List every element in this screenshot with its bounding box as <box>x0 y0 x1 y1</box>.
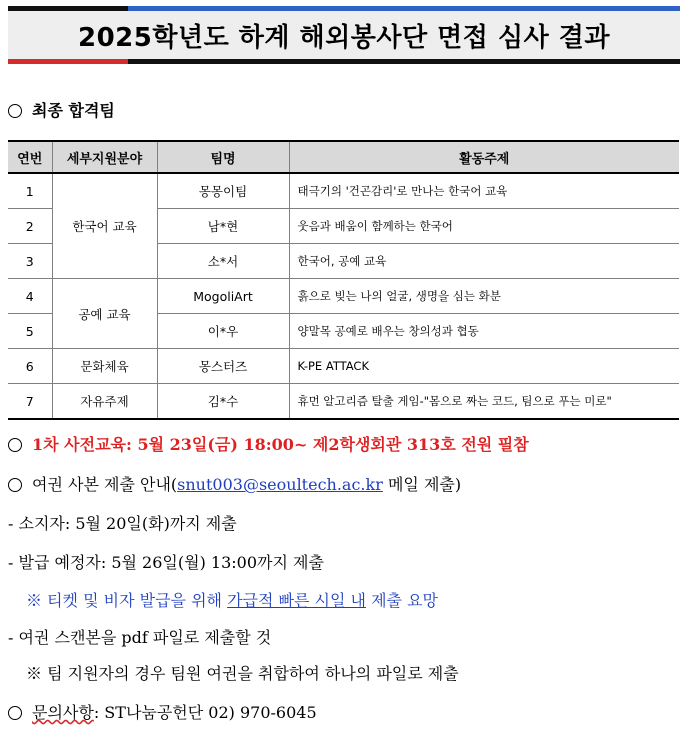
topic-cell: 양말목 공예로 배우는 창의성과 협동 <box>289 314 679 349</box>
row-number: 7 <box>8 384 52 420</box>
row-number: 5 <box>8 314 52 349</box>
row-number: 4 <box>8 279 52 314</box>
passport-suffix: 메일 제출) <box>382 475 462 494</box>
table-row <box>8 384 679 420</box>
team-cell: 소*서 <box>157 244 289 279</box>
circle-bullet-icon <box>8 478 22 492</box>
topic-cell: K-PE ATTACK <box>289 349 679 384</box>
row-number: 1 <box>8 173 52 209</box>
pdf-line: - 여권 스캔본을 pdf 파일로 제출할 것 <box>8 628 272 647</box>
field-cell: 한국어 교육 <box>52 173 157 279</box>
holder-line: - 소지자: 5월 20일(화)까지 제출 <box>8 514 237 533</box>
topic-cell: 휴먼 알고리즘 탈출 게임-"몸으로 짜는 코드, 팀으로 푸는 미로" <box>289 384 679 420</box>
team-cell: 이*우 <box>157 314 289 349</box>
header-topic: 활동주제 <box>289 141 679 173</box>
topic-cell: 한국어, 공예 교육 <box>289 244 679 279</box>
row-number: 2 <box>8 209 52 244</box>
inquiry-line <box>8 700 317 723</box>
team-cell: 몽몽이팀 <box>157 173 289 209</box>
inquiry-text: : ST나눔공헌단 02) 970-6045 <box>93 703 317 722</box>
page-title: 2025학년도 하계 해외봉사단 면접 심사 결과 <box>78 22 610 53</box>
table-row <box>8 349 679 384</box>
table-header-row <box>8 141 679 173</box>
training-notice <box>8 432 529 455</box>
header-number: 연번 <box>8 141 52 173</box>
team-cell: 남*현 <box>157 209 289 244</box>
field-cell: 자유주제 <box>52 384 157 420</box>
topic-cell: 흙으로 빚는 나의 얼굴, 생명을 심는 화분 <box>289 279 679 314</box>
section-heading-text: 최종 합격팀 <box>32 101 115 120</box>
header-team: 팀명 <box>157 141 289 173</box>
ticket-prefix: ※ 티켓 및 비자 발급을 위해 <box>26 591 228 610</box>
passport-prefix: 여권 사본 제출 안내( <box>32 475 178 494</box>
field-cell: 공예 교육 <box>52 279 157 349</box>
header-field: 세부지원분야 <box>52 141 157 173</box>
results-table <box>8 140 679 420</box>
ticket-note <box>26 588 438 611</box>
team-cell: 몽스터즈 <box>157 349 289 384</box>
applicant-line: - 발급 예정자: 5월 26일(월) 13:00까지 제출 <box>8 553 324 572</box>
team-cell: MogoliArt <box>157 279 289 314</box>
topic-cell: 웃음과 배움이 함께하는 한국어 <box>289 209 679 244</box>
section-heading <box>8 98 115 121</box>
title-bottom-bar <box>8 59 680 64</box>
title-banner <box>8 11 680 59</box>
table-row <box>8 279 679 314</box>
table-row <box>8 173 679 209</box>
ticket-suffix: 제출 요망 <box>365 591 438 610</box>
email-link[interactable]: snut003@seoultech.ac.kr <box>177 475 383 494</box>
circle-bullet-icon <box>8 104 22 118</box>
ticket-emphasis: 가급적 빠른 시일 내 <box>227 591 366 610</box>
circle-bullet-icon <box>8 706 22 720</box>
row-number: 3 <box>8 244 52 279</box>
field-cell: 문화체육 <box>52 349 157 384</box>
team-cell: 김*수 <box>157 384 289 420</box>
topic-cell: 태극기의 '건곤감리'로 만나는 한국어 교육 <box>289 173 679 209</box>
team-note: ※ 팀 지원자의 경우 팀원 여권을 취합하여 하나의 파일로 제출 <box>26 664 459 683</box>
inquiry-label: 문의사항 <box>32 703 94 722</box>
training-text: 1차 사전교육: 5월 23일(금) 18:00~ 제2학생회관 313호 전원 필참 <box>32 435 529 454</box>
passport-notice <box>8 472 461 495</box>
circle-bullet-icon <box>8 438 22 452</box>
row-number: 6 <box>8 349 52 384</box>
